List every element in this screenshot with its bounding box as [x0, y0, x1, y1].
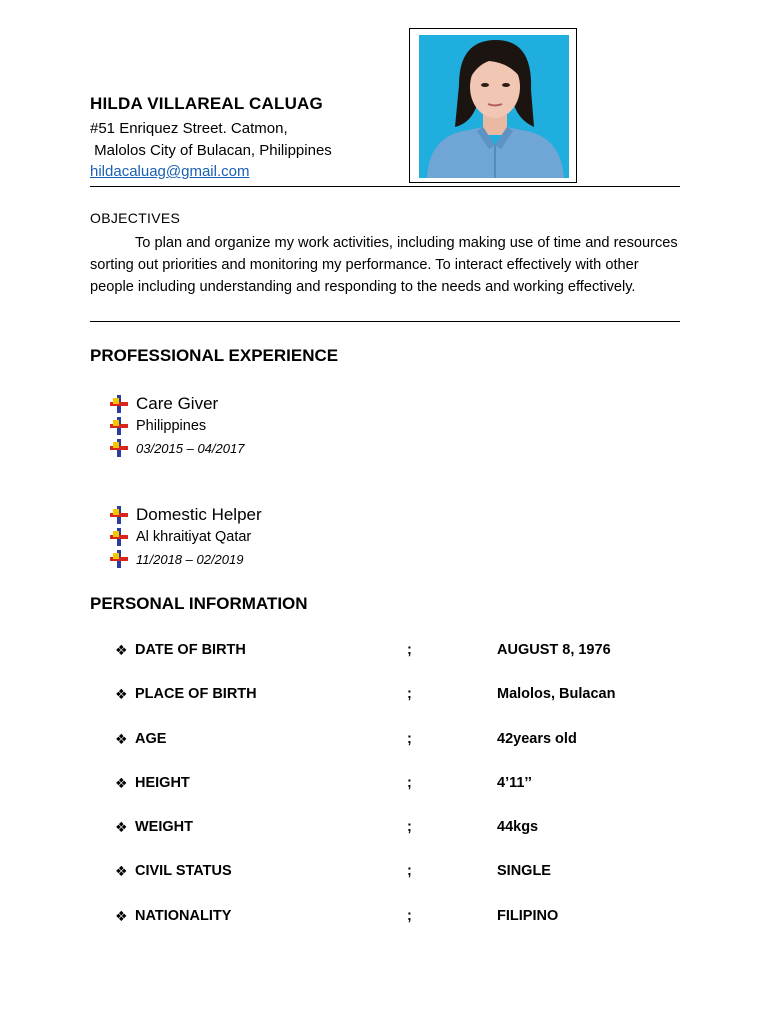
info-label: PLACE OF BIRTH [135, 686, 257, 702]
diamond-bullet-icon: ❖ [115, 907, 128, 924]
info-separator: ; [407, 775, 412, 791]
address-line-2: Malolos City of Bulacan, Philippines [90, 142, 332, 159]
diamond-bullet-icon: ❖ [115, 862, 128, 879]
info-value: FILIPINO [497, 908, 559, 924]
info-value: 42years old [497, 731, 577, 747]
job-title: Domestic Helper [136, 505, 262, 524]
job-dates: 03/2015 – 04/2017 [136, 440, 245, 456]
info-row-nationality [115, 905, 675, 927]
info-row-weight [115, 816, 675, 838]
info-separator: ; [407, 819, 412, 835]
job-entry [110, 504, 410, 570]
info-row-civil-status [115, 860, 675, 882]
info-label: WEIGHT [135, 819, 193, 835]
objectives-heading: OBJECTIVES [90, 210, 181, 226]
job-entry [110, 393, 410, 459]
info-label: NATIONALITY [135, 908, 232, 924]
applicant-name: HILDA VILLAREAL CALUAG [90, 94, 323, 113]
diamond-bullet-icon: ❖ [115, 818, 128, 835]
photo-frame [409, 28, 577, 183]
info-separator: ; [407, 686, 412, 702]
info-label: DATE OF BIRTH [135, 642, 246, 658]
info-row-age [115, 728, 675, 750]
arrow-bullet-icon [110, 550, 128, 568]
info-value: SINGLE [497, 863, 551, 879]
job-location: Philippines [136, 418, 207, 434]
diamond-bullet-icon: ❖ [115, 685, 128, 702]
objectives-divider [90, 321, 680, 322]
info-value: 4’11’’ [497, 775, 532, 791]
info-row-place-of-birth [115, 683, 675, 705]
info-value: Malolos, Bulacan [497, 686, 616, 702]
experience-heading: PROFESSIONAL EXPERIENCE [90, 346, 339, 365]
job-title: Care Giver [136, 394, 219, 413]
objectives-text [90, 232, 680, 298]
info-separator: ; [407, 642, 412, 658]
info-separator: ; [407, 863, 412, 879]
applicant-photo [419, 35, 569, 178]
info-label: HEIGHT [135, 775, 190, 791]
info-separator: ; [407, 731, 412, 747]
diamond-bullet-icon: ❖ [115, 730, 128, 747]
diamond-bullet-icon: ❖ [115, 641, 128, 658]
arrow-bullet-icon [110, 528, 128, 546]
objectives-body: To plan and organize my work activities, including making use of time and resources sorting out priorities and monitoring my performance. To interact effectively with other people including understanding and responding to the needs and working effectively. [90, 235, 678, 295]
arrow-bullet-icon [110, 417, 128, 435]
address-line-1: #51 Enriquez Street. Catmon, [90, 120, 288, 137]
job-dates: 11/2018 – 02/2019 [136, 551, 244, 567]
info-value: AUGUST 8, 1976 [497, 642, 611, 658]
diamond-bullet-icon: ❖ [115, 774, 128, 791]
info-label: CIVIL STATUS [135, 863, 232, 879]
info-label: AGE [135, 731, 167, 747]
arrow-bullet-icon [110, 506, 128, 524]
arrow-bullet-icon [110, 439, 128, 457]
arrow-bullet-icon [110, 395, 128, 413]
personal-info-heading: PERSONAL INFORMATION [90, 594, 308, 613]
info-value: 44kgs [497, 819, 539, 835]
job-location: Al khraitiyat Qatar [136, 529, 252, 545]
info-row-date-of-birth [115, 639, 675, 661]
header-divider [90, 186, 680, 187]
email-link[interactable]: hildacaluag@gmail.com [90, 163, 250, 180]
info-separator: ; [407, 908, 412, 924]
info-row-height [115, 772, 675, 794]
